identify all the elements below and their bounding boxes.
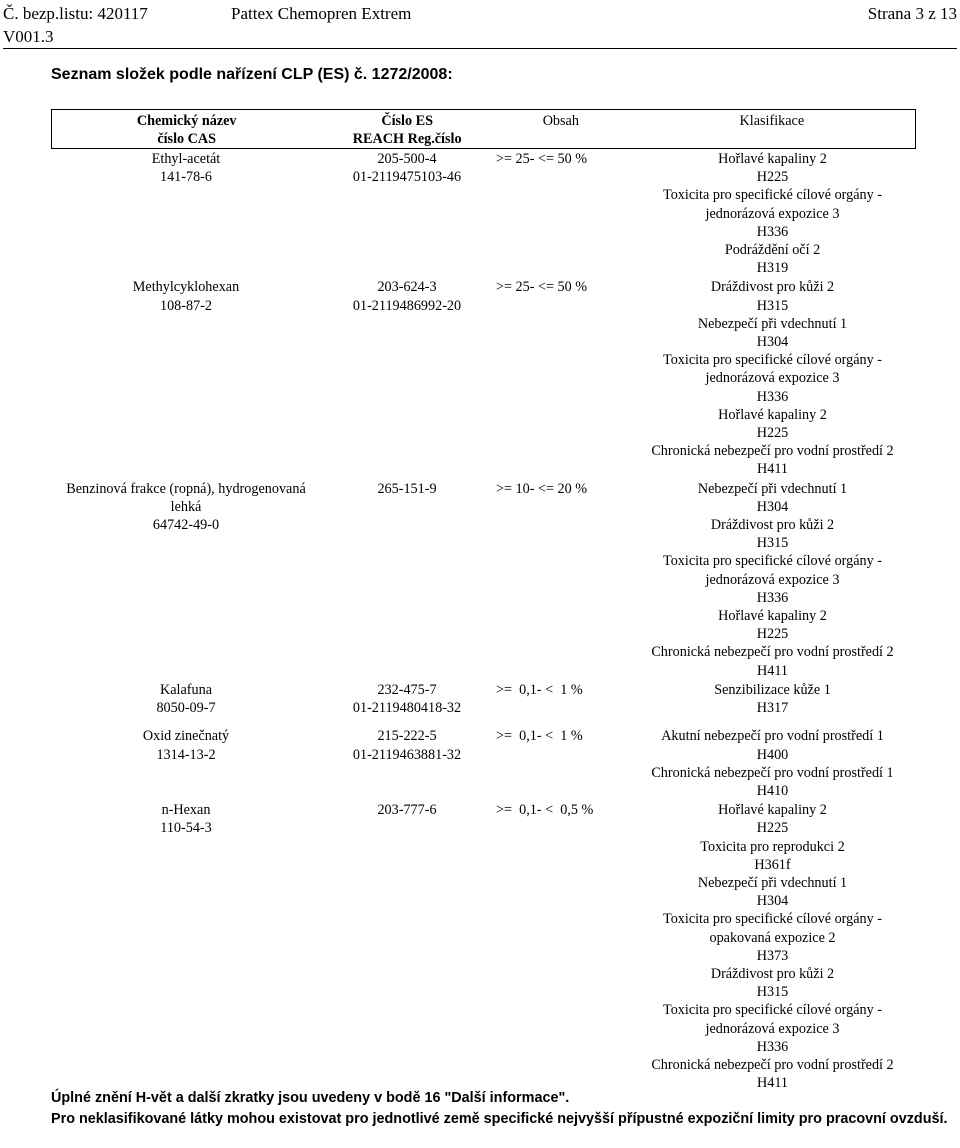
cell-classification-line: Chronická nebezpečí pro vodní prostředí 1: [651, 764, 894, 781]
cell-es-number: [321, 727, 493, 800]
cell-classification-line: H336: [756, 388, 789, 405]
cell-classification-line: H373: [756, 947, 789, 964]
cell-classification: [629, 278, 916, 478]
cell-es-number-line: 203-624-3: [377, 279, 437, 296]
cell-classification-line: Hořlavé kapaliny 2: [718, 406, 827, 423]
cell-classification-line: Nebezpečí při vdechnutí 1: [697, 315, 848, 332]
cell-classification-line: Nebezpečí při vdechnutí 1: [697, 874, 848, 891]
table-row: [51, 726, 916, 800]
footer-line-2: Pro neklasifikované látky mohou existovat pro jednotlivé země specifické nejvyšší přípustné expoziční limity pro pracovní ovzduší.: [51, 1111, 948, 1127]
footer-notes: [51, 1088, 951, 1130]
header-classification: Klasifikace: [739, 113, 805, 129]
cell-name-line: 8050-09-7: [156, 700, 216, 717]
cell-classification-line: jednorázová expozice 3: [705, 205, 840, 222]
cell-classification-line: jednorázová expozice 3: [705, 370, 840, 387]
cell-classification: [629, 480, 916, 680]
cell-name: [51, 801, 321, 1092]
cell-classification-line: H400: [756, 746, 789, 763]
cell-classification-line: Hořlavé kapaliny 2: [718, 802, 827, 819]
cell-classification-line: Hořlavé kapaliny 2: [718, 151, 827, 167]
cell-classification-line: H336: [756, 589, 789, 606]
header-name: [52, 110, 321, 148]
cell-name-line: Ethyl-acetát: [151, 151, 221, 167]
cell-classification-line: H304: [756, 334, 789, 351]
cell-es-number-line: 232-475-7: [377, 681, 437, 698]
cell-content: [493, 480, 629, 680]
cell-content-value: >= 0,1- < 1 %: [496, 728, 583, 745]
cell-classification-line: Nebezpečí při vdechnutí 1: [697, 480, 848, 497]
cell-classification-line: Toxicita pro specifické cílové orgány -: [663, 187, 882, 204]
cell-classification-line: Dráždivost pro kůži 2: [710, 965, 835, 982]
cell-content-value: >= 0,1- < 0,5 %: [496, 802, 594, 819]
cell-classification-line: H336: [756, 223, 789, 240]
cell-name-line: Methylcyklohexan: [132, 279, 240, 296]
cell-name: [51, 480, 321, 680]
section-title: Seznam složek podle nařízení CLP (ES) č. 1272/2008:: [51, 66, 453, 83]
cell-classification-line: H411: [756, 662, 788, 679]
cell-content-value: >= 25- <= 50 %: [496, 151, 588, 167]
table-row: [51, 277, 916, 478]
cell-classification-line: Chronická nebezpečí pro vodní prostředí 2: [651, 1056, 894, 1073]
version: V001.3: [3, 27, 54, 46]
cell-classification-line: H315: [756, 535, 789, 552]
cell-classification-line: H225: [756, 425, 789, 442]
cell-name: [51, 727, 321, 800]
header-name-line: Chemický název: [136, 113, 237, 129]
cell-classification-line: H225: [756, 169, 789, 186]
cell-classification-line: Dráždivost pro kůži 2: [710, 517, 835, 534]
header-rule: [3, 48, 957, 49]
cell-classification-line: Senzibilizace kůže 1: [714, 681, 831, 698]
cell-content-value: >= 10- <= 20 %: [496, 480, 588, 497]
cell-name: [51, 681, 321, 717]
cell-classification: [629, 681, 916, 717]
cell-es-number-line: 203-777-6: [377, 802, 437, 819]
cell-content: [493, 278, 629, 478]
cell-name: [51, 150, 321, 277]
cell-name-line: 141-78-6: [159, 169, 212, 186]
cell-es-number: [321, 480, 493, 680]
cell-classification-line: H411: [756, 461, 788, 478]
cell-es-number-line: 01-2119486992-20: [352, 297, 462, 314]
cell-classification-line: H361f: [754, 856, 791, 873]
cell-es-number-line: 265-151-9: [377, 480, 437, 497]
table-header: [51, 109, 916, 149]
cell-classification-line: H225: [756, 820, 789, 837]
cell-name-line: 108-87-2: [159, 297, 212, 314]
cell-es-number-line: 01-2119463881-32: [352, 746, 462, 763]
cell-classification-line: Akutní nebezpečí pro vodní prostředí 1: [661, 728, 884, 745]
cell-name-line: Oxid zinečnatý: [142, 728, 230, 745]
cell-classification-line: H304: [756, 893, 789, 910]
cell-classification-line: Podráždění očí 2: [724, 242, 821, 259]
cell-classification-line: H411: [756, 1075, 788, 1092]
cell-content-value: >= 0,1- < 1 %: [496, 681, 583, 698]
cell-classification-line: Toxicita pro reprodukci 2: [700, 838, 845, 855]
cell-classification: [629, 150, 916, 277]
cell-es-number-line: 215-222-5: [377, 728, 437, 745]
product-name: Pattex Chemopren Extrem: [231, 4, 412, 23]
cell-name-line: 1314-13-2: [156, 746, 216, 763]
header-content: Obsah: [542, 113, 579, 129]
cell-classification-line: H336: [756, 1038, 789, 1055]
cell-classification-line: Toxicita pro specifické cílové orgány -: [663, 1002, 882, 1019]
cell-es-number: [321, 150, 493, 277]
cell-es-number-line: 205-500-4: [377, 151, 437, 167]
cell-name-line: Kalafuna: [160, 681, 212, 698]
cell-classification-line: Toxicita pro specifické cílové orgány -: [663, 911, 882, 928]
page-number: Strana 3 z 13: [867, 4, 957, 23]
cell-classification-line: H317: [756, 700, 789, 717]
cell-content: [493, 150, 629, 277]
cell-classification-line: H410: [756, 782, 789, 799]
cell-name-line: Benzinová frakce (ropná), hydrogenovaná: [66, 480, 306, 497]
cell-name-line: 110-54-3: [160, 820, 212, 837]
cell-content: [493, 681, 629, 717]
cell-name-line: 64742-49-0: [152, 517, 220, 534]
table-row: [51, 149, 916, 277]
cell-content: [493, 801, 629, 1092]
header-es: [321, 110, 493, 148]
cell-classification-line: Toxicita pro specifické cílové orgány -: [663, 352, 882, 369]
cell-classification-line: H315: [756, 984, 789, 1001]
row-gap: [51, 717, 916, 726]
cell-content-value: >= 25- <= 50 %: [496, 279, 588, 296]
cell-classification-line: Toxicita pro specifické cílové orgány -: [663, 553, 882, 570]
cell-content: [493, 727, 629, 800]
cell-classification-line: Chronická nebezpečí pro vodní prostředí 2: [651, 443, 894, 460]
table-row: [51, 680, 916, 717]
cell-classification: [629, 727, 916, 800]
cell-es-number: [321, 278, 493, 478]
table-row: [51, 479, 916, 680]
cell-classification: [629, 801, 916, 1092]
cell-es-number-line: 01-2119475103-46: [352, 169, 462, 186]
cell-classification-line: H304: [756, 498, 789, 515]
cell-name-line: n-Hexan: [161, 802, 211, 819]
cell-classification-line: Chronická nebezpečí pro vodní prostředí 2: [651, 644, 894, 661]
header-reach-line: REACH Reg.číslo: [352, 131, 462, 148]
cell-classification-line: Dráždivost pro kůži 2: [710, 279, 835, 296]
cell-classification-line: Hořlavé kapaliny 2: [718, 608, 827, 625]
cell-es-number: [321, 681, 493, 717]
cell-classification-line: jednorázová expozice 3: [705, 571, 840, 588]
cell-classification-line: H319: [756, 260, 789, 277]
cell-classification-line: opakovaná expozice 2: [709, 929, 836, 946]
table-body: [51, 149, 916, 1092]
cell-name-line: lehká: [170, 498, 202, 515]
doc-number: Č. bezp.listu: 420117: [3, 4, 148, 23]
page-header: [3, 4, 957, 46]
ingredients-table: [51, 109, 916, 1092]
footer-line-1: Úplné znění H-vět a další zkratky jsou uvedeny v bodě 16 "Další informace".: [51, 1090, 570, 1106]
table-row: [51, 800, 916, 1092]
cell-classification-line: H315: [756, 297, 789, 314]
cell-name: [51, 278, 321, 478]
header-es-line: Číslo ES: [381, 113, 433, 129]
cell-es-number-line: 01-2119480418-32: [352, 700, 462, 717]
cell-classification-line: jednorázová expozice 3: [705, 1020, 840, 1037]
header-cas-line: číslo CAS: [157, 131, 217, 148]
cell-es-number: [321, 801, 493, 1092]
cell-classification-line: H225: [756, 626, 789, 643]
